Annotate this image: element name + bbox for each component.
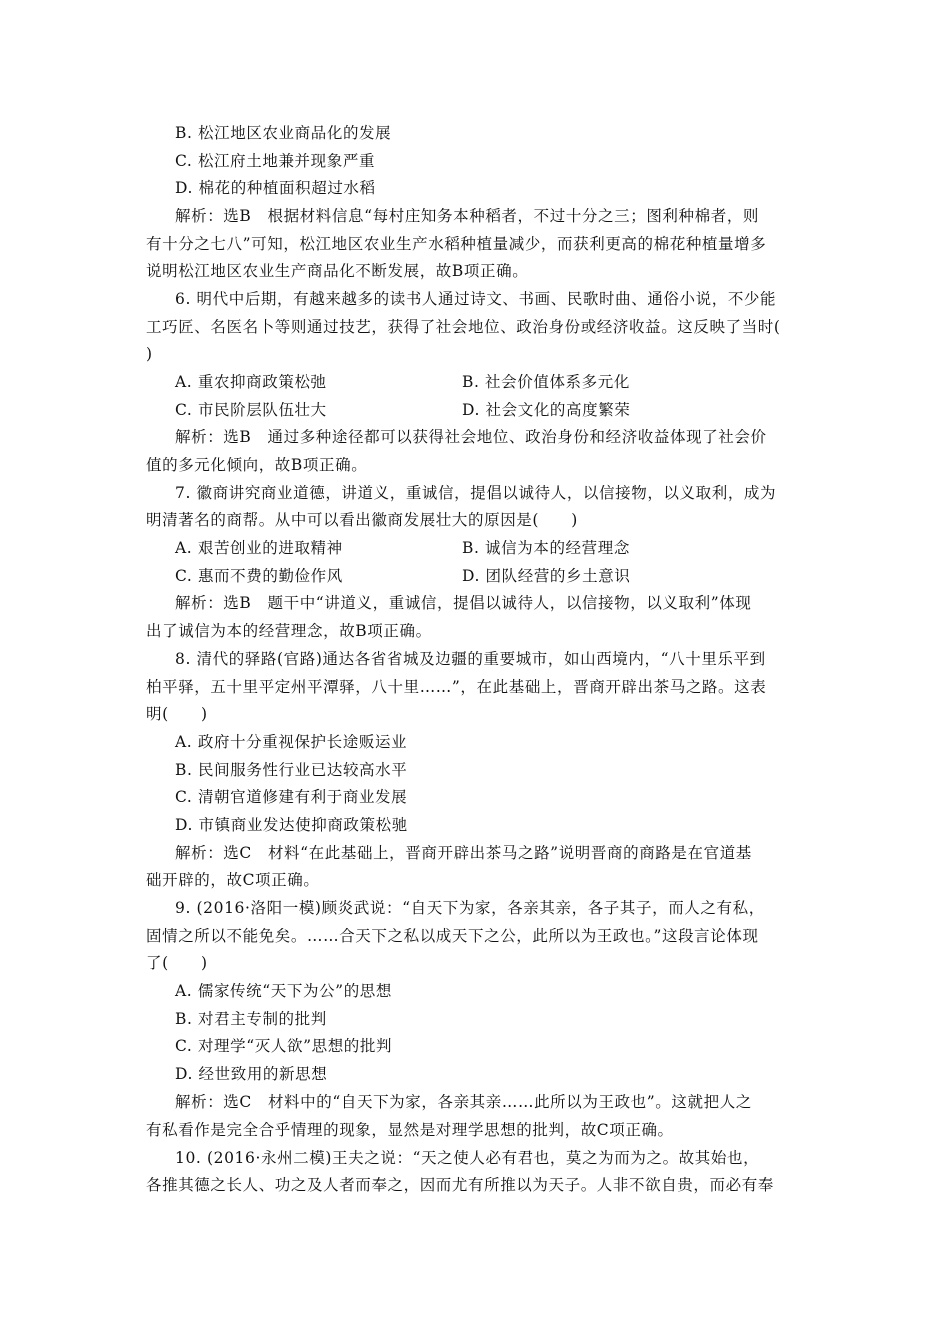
text-line: 工巧匠、名医名卜等则通过技艺，获得了社会地位、政治身份或经济收益。这反映了当时( bbox=[146, 318, 781, 336]
text-line: A. 儒家传统“天下为公”的思想 bbox=[175, 982, 392, 1000]
text-line: 值的多元化倾向，故B项正确。 bbox=[146, 456, 368, 474]
text-line: 础开辟的，故C项正确。 bbox=[146, 871, 320, 889]
text-line: 7. 徽商讲究商业道德，讲道义，重诚信，提倡以诚待人，以信接物，以义取利，成为 bbox=[175, 484, 777, 502]
option-right: D. 团队经营的乡土意识 bbox=[462, 567, 631, 585]
text-line: B. 民间服务性行业已达较高水平 bbox=[175, 761, 408, 779]
text-line: ) bbox=[146, 345, 153, 363]
text-line: D. 市镇商业发达使抑商政策松驰 bbox=[175, 816, 408, 834]
text-line: 8. 清代的驿路(官路)通达各省省城及边疆的重要城市，如山西境内，“八十里乐平到 bbox=[175, 650, 766, 668]
text-line: 解析：选C 材料“在此基础上，晋商开辟出茶马之路”说明晋商的商路是在官道基 bbox=[175, 844, 752, 862]
option-right: B. 社会价值体系多元化 bbox=[462, 373, 630, 391]
text-line: 固情之所以不能免矣。……合天下之私以成天下之公，此所以为王政也。”这段言论体现 bbox=[146, 927, 759, 945]
text-line: 明清著名的商帮。从中可以看出徽商发展壮大的原因是( ) bbox=[146, 511, 578, 529]
text-line: C. 对理学“灭人欲”思想的批判 bbox=[175, 1037, 393, 1055]
option-left: C. 市民阶层队伍壮大 bbox=[175, 401, 327, 419]
option-left: A. 艰苦创业的进取精神 bbox=[175, 539, 343, 557]
text-line: 解析：选B 通过多种途径都可以获得社会地位、政治身份和经济收益体现了社会价 bbox=[175, 428, 767, 446]
text-line: 柏平驿，五十里平定州平潭驿，八十里……”，在此基础上，晋商开辟出茶马之路。这表 bbox=[146, 678, 767, 696]
text-line: 了( ) bbox=[146, 954, 208, 972]
text-line: 各推其德之长人、功之及人者而奉之，因而尤有所推以为天子。人非不欲自贵，而必有奉 bbox=[146, 1176, 774, 1194]
text-line: B. 对君主专制的批判 bbox=[175, 1010, 327, 1028]
text-line: 解析：选C 材料中的“自天下为家，各亲其亲……此所以为王政也”。这就把人之 bbox=[175, 1093, 752, 1111]
text-line: 明( ) bbox=[146, 705, 208, 723]
text-line: D. 经世致用的新思想 bbox=[175, 1065, 328, 1083]
option-left: A. 重农抑商政策松弛 bbox=[175, 373, 327, 391]
text-line: 9. (2016·洛阳一模)顾炎武说：“自天下为家，各亲其亲，各子其子，而人之有私， bbox=[175, 899, 765, 917]
text-line: D. 棉花的种植面积超过水稻 bbox=[175, 179, 376, 197]
text-line: 有私看作是完全合乎情理的现象，显然是对理学思想的批判，故C项正确。 bbox=[146, 1121, 674, 1139]
text-line: 有十分之七八”可知，松江地区农业生产水稻种植量减少，而获利更高的棉花种植量增多 bbox=[146, 235, 767, 253]
option-left: C. 惠而不费的勤俭作风 bbox=[175, 567, 343, 585]
text-line: A. 政府十分重视保护长途贩运业 bbox=[175, 733, 408, 751]
text-line: 解析：选B 题干中“讲道义，重诚信，提倡以诚待人，以信接物，以义取利”体现 bbox=[175, 594, 752, 612]
text-line: 解析：选B 根据材料信息“每村庄知务本种稻者，不过十分之三；图利种棉者，则 bbox=[175, 207, 760, 225]
option-right: B. 诚信为本的经营理念 bbox=[462, 539, 630, 557]
text-line: C. 清朝官道修建有利于商业发展 bbox=[175, 788, 408, 806]
text-line: B. 松江地区农业商品化的发展 bbox=[175, 124, 392, 142]
option-right: D. 社会文化的高度繁荣 bbox=[462, 401, 631, 419]
text-line: 6. 明代中后期，有越来越多的读书人通过诗文、书画、民歌时曲、通俗小说，不少能 bbox=[175, 290, 777, 308]
text-line: 说明松江地区农业生产商品化不断发展，故B项正确。 bbox=[146, 262, 529, 280]
text-line: C. 松江府土地兼并现象严重 bbox=[175, 152, 376, 170]
text-line: 10. (2016·永州二模)王夫之说：“天之使人必有君也，莫之为而为之。故其始也， bbox=[175, 1149, 760, 1167]
text-line: 出了诚信为本的经营理念，故B项正确。 bbox=[146, 622, 432, 640]
